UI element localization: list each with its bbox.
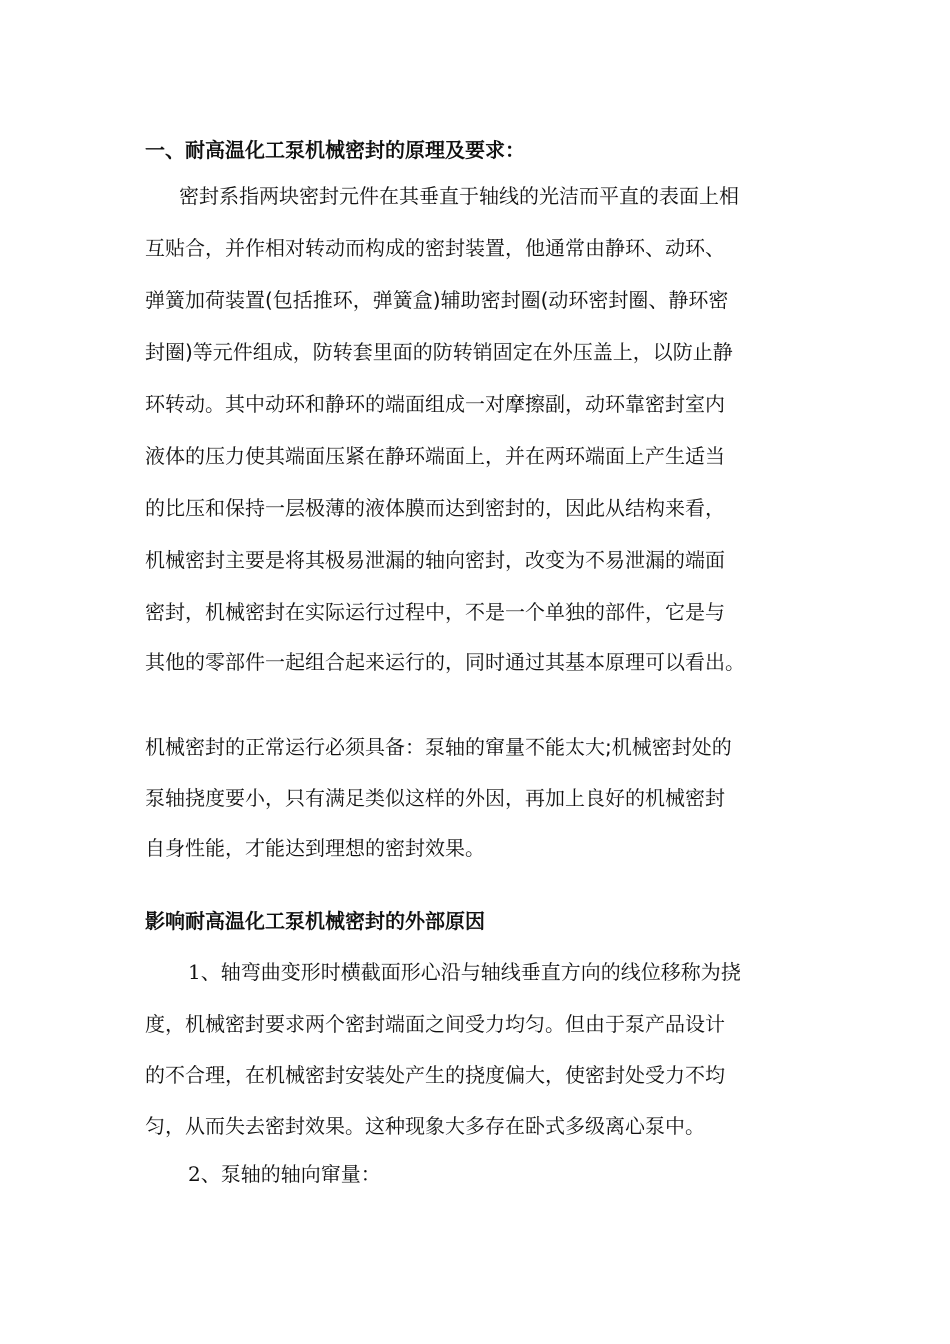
paragraph-line: 泵轴挠度要小，只有满足类似这样的外因，再加上良好的机械密封	[145, 786, 725, 810]
paragraph-line: 1、轴弯曲变形时横截面形心沿与轴线垂直方向的线位移称为挠	[188, 960, 741, 984]
paragraph-line: 机械密封的正常运行必须具备：泵轴的窜量不能太大;机械密封处的	[145, 735, 732, 759]
paragraph-line: 密封，机械密封在实际运行过程中，不是一个单独的部件，它是与	[145, 600, 725, 624]
paragraph-line: 其他的零部件一起组合起来运行的，同时通过其基本原理可以看出。	[145, 650, 745, 674]
heading-text: 一、耐高温化工泵机械密封的原理及要求：	[145, 138, 525, 162]
paragraph-line: 的不合理，在机械密封安装处产生的挠度偏大，使密封处受力不均	[145, 1063, 725, 1087]
paragraph-line: 密封系指两块密封元件在其垂直于轴线的光洁而平直的表面上相	[179, 184, 739, 208]
paragraph-line: 机械密封主要是将其极易泄漏的轴向密封，改变为不易泄漏的端面	[145, 548, 725, 572]
paragraph-line: 自身性能，才能达到理想的密封效果。	[145, 836, 485, 860]
section-heading-principle	[145, 140, 815, 160]
heading-text: 影响耐高温化工泵机械密封的外部原因	[145, 909, 485, 933]
paragraph-line: 环转动。其中动环和静环的端面组成一对摩擦副，动环靠密封室内	[145, 392, 725, 416]
paragraph-line: 的比压和保持一层极薄的液体膜而达到密封的，因此从结构来看，	[145, 496, 725, 520]
paragraph-line: 封圈)等元件组成，防转套里面的防转销固定在外压盖上，以防止静	[145, 340, 733, 364]
paragraph-line: 2、泵轴的轴向窜量：	[188, 1162, 381, 1186]
paragraph-line: 弹簧加荷装置(包括推环，弹簧盒)辅助密封圈(动环密封圈、静环密	[145, 288, 729, 312]
section-heading-external-causes	[145, 911, 815, 931]
paragraph-line: 液体的压力使其端面压紧在静环端面上，并在两环端面上产生适当	[145, 444, 725, 468]
paragraph-line: 度，机械密封要求两个密封端面之间受力均匀。但由于泵产品设计	[145, 1012, 725, 1036]
paragraph-line: 匀，从而失去密封效果。这种现象大多存在卧式多级离心泵中。	[145, 1114, 705, 1138]
paragraph-line: 互贴合，并作相对转动而构成的密封装置，他通常由静环、动环、	[145, 236, 725, 260]
